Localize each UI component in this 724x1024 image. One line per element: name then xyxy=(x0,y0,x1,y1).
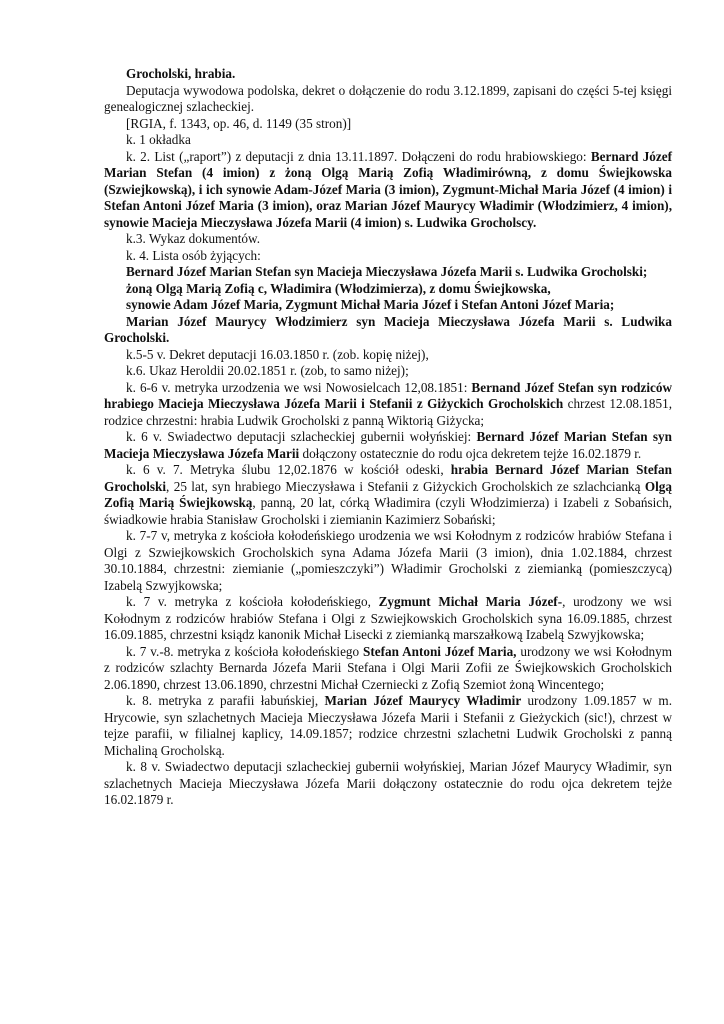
text-run: k. 8 v. Swiadectwo deputacji szlacheckiej gubernii wołyńskiej, Marian Józef Maurycy Władimir, syn szlachetnych Macieja Mieczysława Józefa Marii dołączony ostatecznie do rodu ojca dekretem tejże 16.02.1879 r. xyxy=(104,759,672,807)
document-paragraph xyxy=(104,462,672,528)
text-run: k.6. Ukaz Heroldii 20.02.1851 r. (zob, to samo niżej); xyxy=(126,363,409,378)
document-paragraph xyxy=(104,264,672,281)
text-run: chrzest 12.08.1851, rodzice chrzestni: hrabia Ludwik Grocholski z panną Wiktorią Giżycka; xyxy=(104,396,672,428)
text-run: k. 6-6 v. metryka urzodzenia we wsi Nowosielcach 12,08.1851: xyxy=(126,379,472,395)
bold-text-run: Olgą Zofią Marią Świejkowską xyxy=(104,478,672,510)
text-run: k. 2. List („raport”) z deputacji z dnia 13.11.1897. Dołączeni do rodu hrabiowskiego: xyxy=(126,148,591,164)
document-paragraph xyxy=(104,83,672,116)
document-body xyxy=(104,83,672,809)
document-paragraph xyxy=(104,644,672,694)
bold-text-run: Bernard Józef Marian Stefan syn Macieja Mieczysława Józefa Marii xyxy=(104,429,672,461)
document-paragraph xyxy=(104,363,672,380)
bold-text-run: Zygmunt Michał Maria Józef- xyxy=(378,594,563,609)
bold-text-run: Bernand Józef Stefan syn rodziców hrabiego Macieja Mieczysława Józefa Marii i Stefanii z Giżyckich Grocholskich xyxy=(104,379,672,411)
text-run: k. 7 v. metryka z kościoła kołodeńskiego, xyxy=(126,594,379,609)
bold-text-run: Bernard Józef Marian Stefan syn Macieja Mieczysława Józefa Marii s. Ludwika Grocholski; xyxy=(126,264,648,279)
document-paragraph xyxy=(104,281,672,298)
text-run: k. 1 okładka xyxy=(126,132,191,147)
text-run: urodzony 1.09.1857 w m. Hrycowie, syn szlachetnych Macieja Mieczysława Józefa Marii i Stefanii z Gieżyckich (sic!), chrzest w tejze parafii, w filialnej kaplicy, 14.09.1857; rodzice chrzestni szlachetni Ludwik Grocholski z panną Michaliną Grocholską. xyxy=(104,693,672,758)
text-run: Deputacja wywodowa podolska, dekret o dołączenie do rodu 3.12.1899, zapisani do części 5-tej księgi genealogicznej szlacheckiej. xyxy=(104,82,672,114)
text-run: k. 6 v. 7. Metryka ślubu 12,02.1876 w kościół odeski, xyxy=(126,462,451,477)
document-paragraph xyxy=(104,314,672,347)
text-run: , urodzony we wsi Kołodnym z rodziców hrabiów Stefana i Olgi z Szwiejkowskich Grocholskich syna 16.09.1885, chrzest 16.09.1885, chrzestni ksiądz kanonik Michał Lisecki z ziemianką marszałkową Izabelą Szwyjkowska; xyxy=(104,594,672,642)
bold-text-run: żoną Olgą Marią Zofią c, Władimira (Włodzimierza), z domu Świejkowska, xyxy=(126,280,551,296)
bold-text-run: Marian Józef Maurycy Władimir xyxy=(324,693,522,708)
text-run: k.3. Wykaz dokumentów. xyxy=(126,231,260,246)
document-paragraph xyxy=(104,297,672,314)
text-run: , panną, 20 lat, córką Władimira (czyli Włodzimierza) i Izabeli z Sobańsich, świadkowie hrabia Stanisław Grocholski i ziemianin Kazimierz Sobański; xyxy=(104,495,672,527)
document-paragraph xyxy=(104,132,672,149)
document-paragraph xyxy=(104,429,672,462)
text-run: dołączony ostatecznie do rodu ojca dekretem tejże 16.02.1879 r. xyxy=(299,445,642,461)
bold-text-run: Stefan Antoni Józef Maria, xyxy=(363,643,517,659)
text-run: , 25 lat, syn hrabiego Mieczysława i Stefanii z Giżyckich Grocholskich ze szlachcianką xyxy=(166,478,645,494)
text-run: k.5-5 v. Dekret deputacji 16.03.1850 r. (zob. kopię niżej), xyxy=(126,346,429,362)
document-paragraph xyxy=(104,149,672,232)
text-run: k. 7-7 v, metryka z kościoła kołodeńskiego urodzenia we wsi Kołodnym z rodziców hrabiów Stefana i Olgi z Szwiejkowskich Grocholskich syna Adama Józefa Marii (3 imion), dnia 1.02.1884, chrzest 30.10.1884, chrzestni: ziemianie („pomieszczyki”) Władimir Grocholski z ziemianką (pomieszczycą) Izabelą Szwyjkowska; xyxy=(104,528,672,593)
document-paragraph xyxy=(104,248,672,265)
document-title: Grocholski, hrabia. xyxy=(126,66,236,81)
bold-text-run: hrabia Bernard Józef Marian Stefan Grocholski xyxy=(104,462,672,494)
document-paragraph xyxy=(104,347,672,364)
text-run: urodzony we wsi Kołodnym z rodziców szlachty Bernarda Józefa Marii Stefana i Olgi Marii Zofii ze Świejkowskich Grocholskich 2.06.1890, chrzest 13.06.1890, chrzestni Michał Czerniecki z Zofią Szemiot żoną Wincentego; xyxy=(104,643,673,692)
document-paragraph xyxy=(104,594,672,644)
bold-text-run: synowie Adam Józef Maria, Zygmunt Michał Maria Józef i Stefan Antoni Józef Maria; xyxy=(126,297,615,312)
document-paragraph xyxy=(104,116,672,133)
document-paragraph xyxy=(104,380,672,430)
document-paragraph xyxy=(104,693,672,759)
text-run: k. 6 v. Swiadectwo deputacji szlacheckiej gubernii wołyńskiej: xyxy=(126,429,477,444)
document-paragraph xyxy=(104,759,672,809)
bold-text-run: Bernard Józef Marian Stefan (4 imion) z żoną Olgą Marią Zofią Władimirówną, z domu Świejkowska (Szwiejkowską), i ich synowie Adam-Józef Maria (3 imion), Zygmunt-Michał Maria Józef (4 imion) i Stefan Antoni Józef Maria (3 imion), oraz Marian Józef Maurycy Władimir (Włodzimierz, 4 imion), synowie Macieja Mieczysława Józefa Marii (4 imion) s. Ludwika Grocholscy. xyxy=(104,148,673,230)
document-page xyxy=(104,66,672,809)
text-run: k. 4. Lista osób żyjących: xyxy=(126,247,261,263)
text-run: k. 7 v.-8. metryka z kościoła kołodeńskiego xyxy=(126,643,364,659)
bold-text-run: Marian Józef Maurycy Włodzimierz syn Macieja Mieczysława Józefa Marii s. Ludwika Grocholski. xyxy=(104,313,672,345)
document-paragraph xyxy=(104,528,672,594)
text-run: k. 8. metryka z parafii łabuńskiej, xyxy=(126,693,325,708)
document-paragraph xyxy=(104,231,672,248)
text-run: [RGIA, f. 1343, op. 46, d. 1149 (35 stron)] xyxy=(126,115,352,131)
